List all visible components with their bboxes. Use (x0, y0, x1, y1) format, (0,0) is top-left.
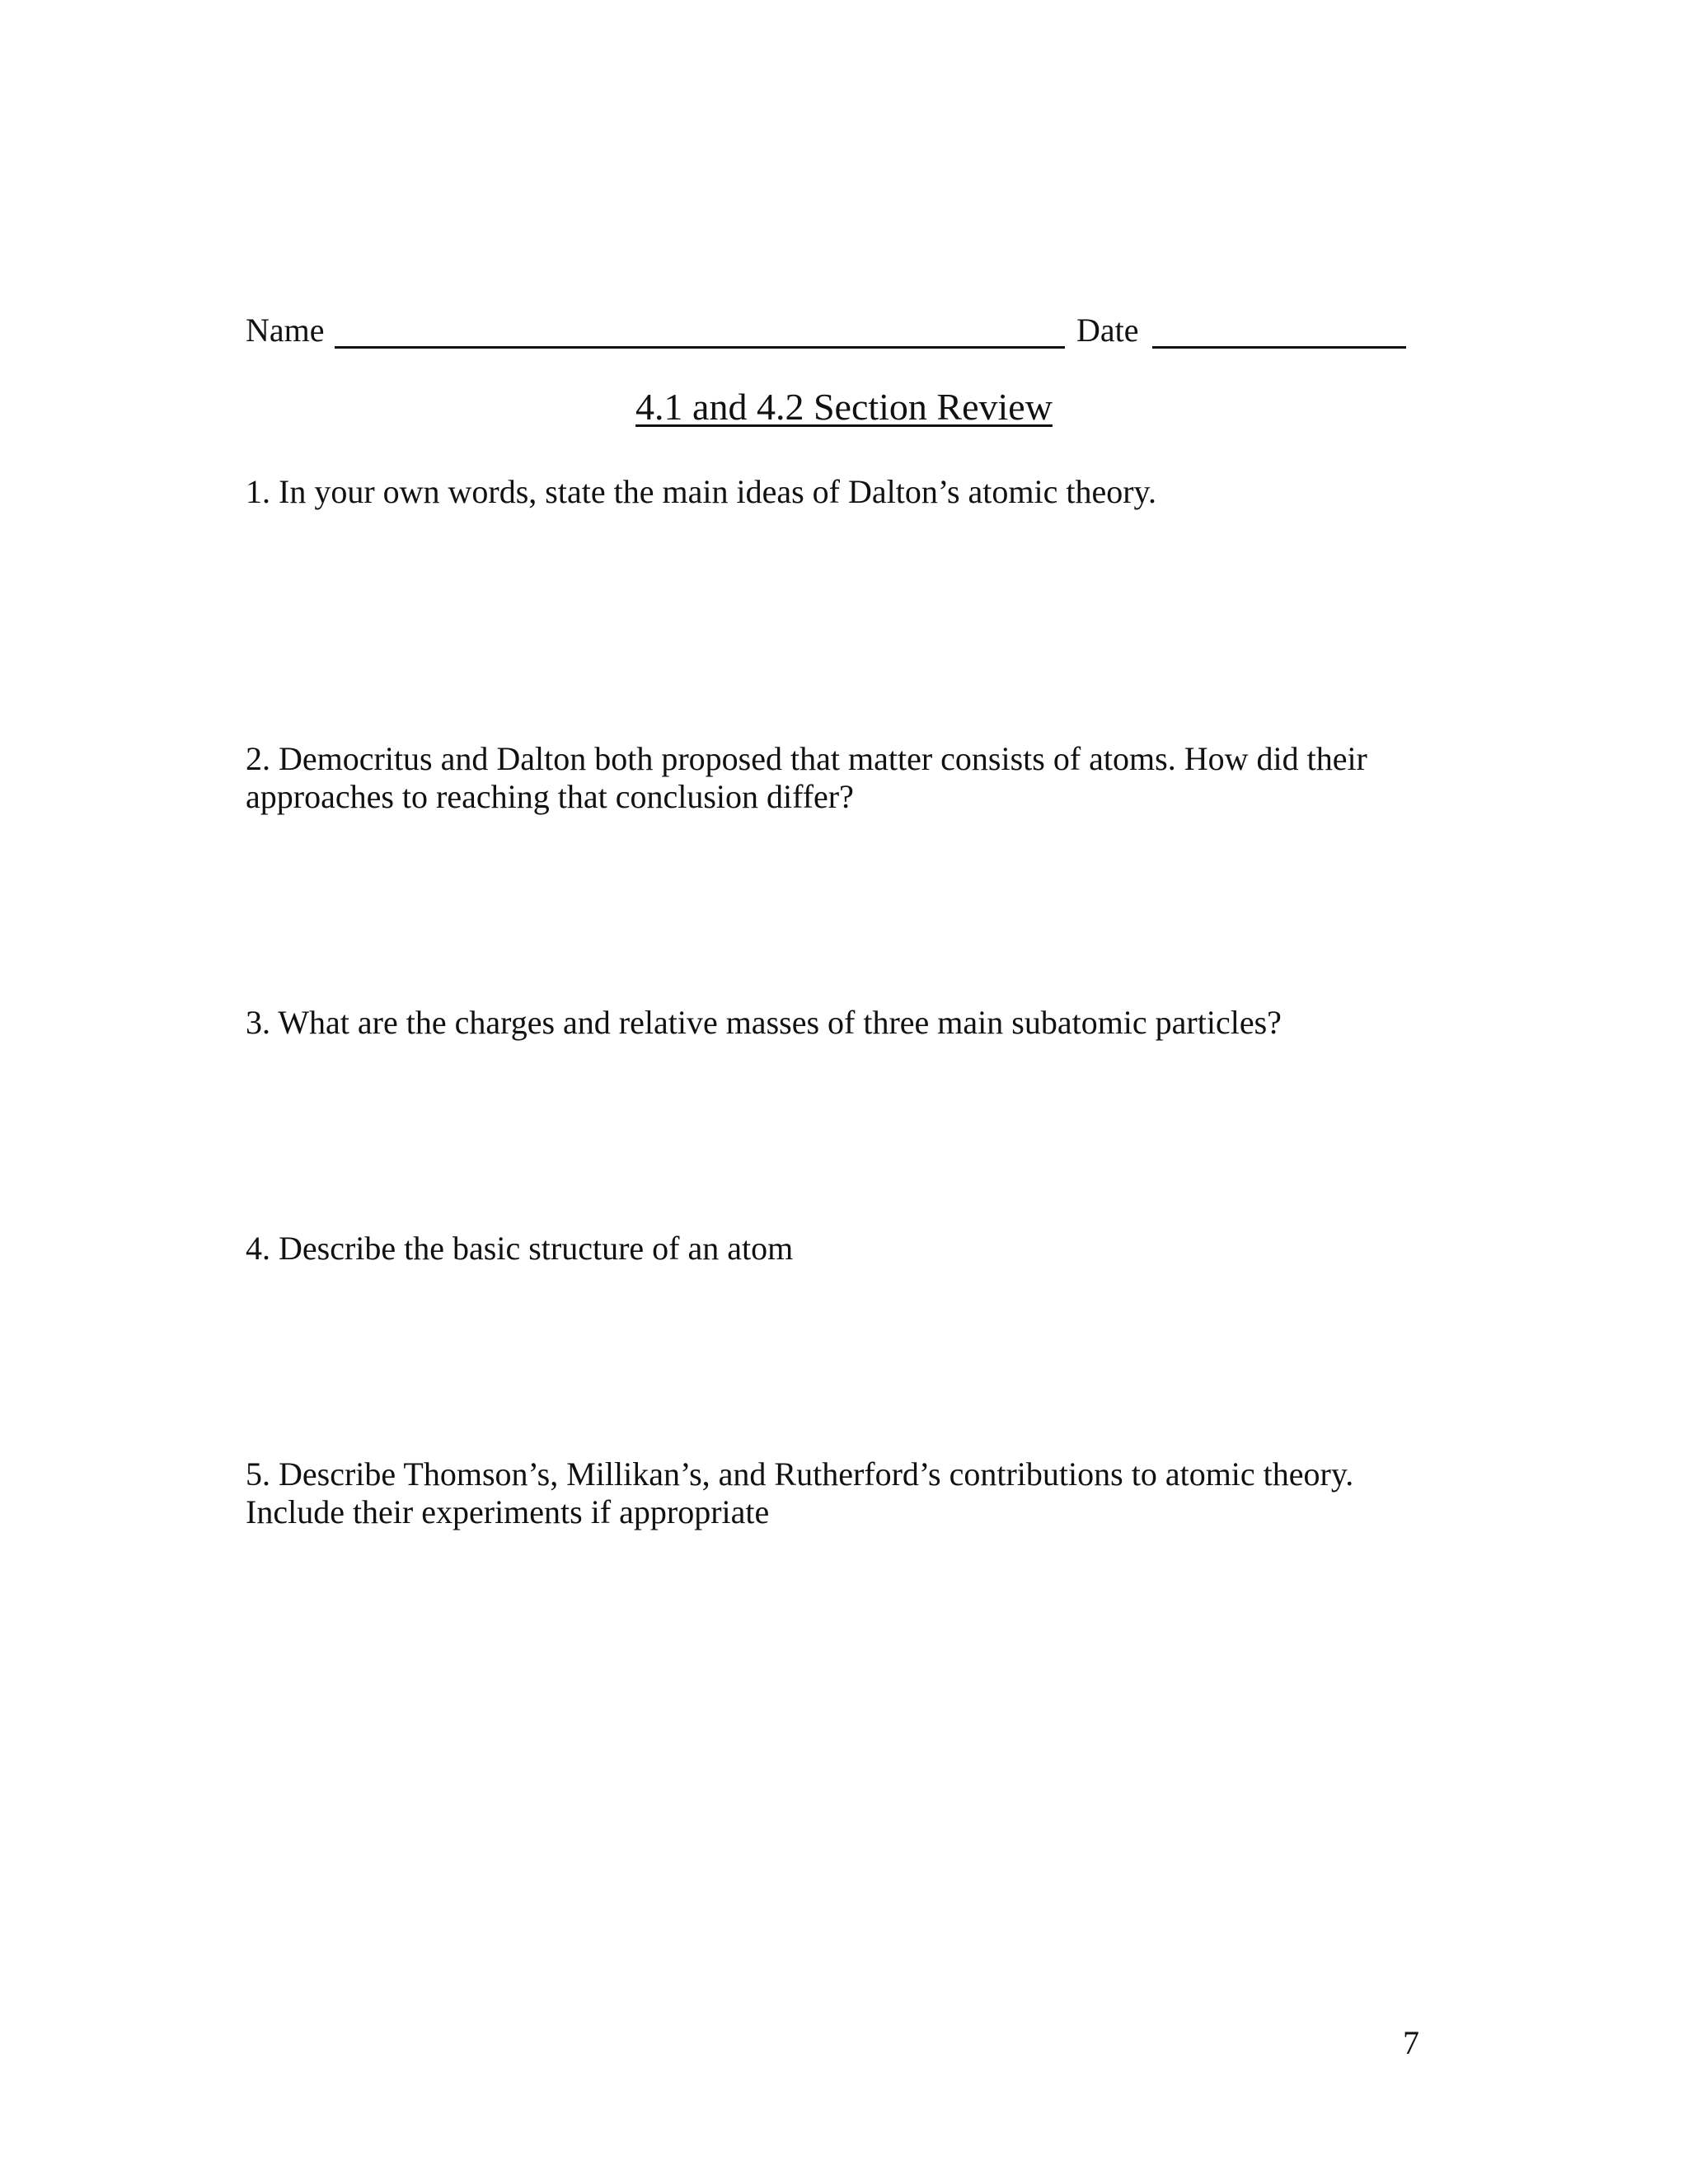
question-5-line-2: Include their experiments if appropriate (246, 1493, 770, 1530)
page-title-text: 4.1 and 4.2 Section Review (635, 386, 1053, 428)
question-5 (246, 1455, 1416, 1531)
date-blank-line (1152, 346, 1406, 349)
question-3-line-1: 3. What are the charges and relative masses of three main subatomic particles? (246, 1004, 1282, 1041)
question-3 (246, 1004, 1416, 1042)
question-4-line-1: 4. Describe the basic structure of an atom (246, 1230, 794, 1267)
name-label: Name (246, 312, 325, 349)
name-date-row (246, 310, 1408, 351)
question-5-line-1: 5. Describe Thomson’s, Millikan’s, and Rutherford’s contributions to atomic theory. (246, 1455, 1354, 1493)
question-2-line-2: approaches to reaching that conclusion differ? (246, 778, 854, 815)
question-1-line-1: 1. In your own words, state the main ideas of Dalton’s atomic theory. (246, 473, 1156, 510)
question-4 (246, 1230, 1416, 1268)
question-1 (246, 473, 1416, 511)
page-title (0, 384, 1688, 430)
question-2-line-1: 2. Democritus and Dalton both proposed that matter consists of atoms. How did their (246, 740, 1367, 777)
page-number: 7 (1403, 2024, 1419, 2061)
question-2 (246, 740, 1416, 816)
name-blank-line (335, 346, 1065, 349)
date-label: Date (1076, 312, 1139, 349)
